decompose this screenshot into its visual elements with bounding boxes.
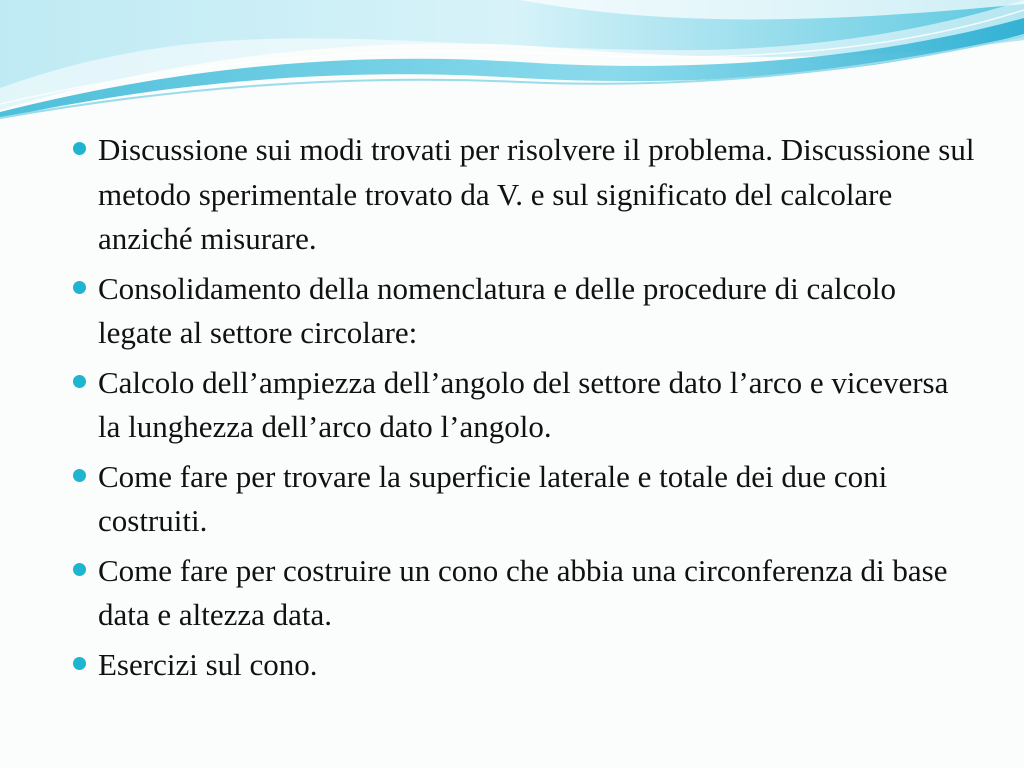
wave-header-decoration [0,0,1024,130]
list-item [70,361,975,450]
list-item [70,643,975,688]
list-item [70,128,975,262]
bullet-list [70,128,975,692]
bullet-icon [73,657,86,670]
list-item [70,267,975,356]
list-item [70,549,975,638]
bullet-icon [73,281,86,294]
bullet-icon [73,375,86,388]
bullet-text: Esercizi sul cono. [98,646,318,682]
bullet-text: Consolidamento della nomenclatura e delle procedure di calcolo legate al settore circolare: [98,270,896,350]
bullet-text: Come fare per costruire un cono che abbia una circonferenza di base data e altezza data. [98,552,948,632]
bullet-text: Calcolo dell’ampiezza dell’angolo del settore dato l’arco e viceversa la lunghezza dell’arco dato l’angolo. [98,364,949,444]
bullet-text: Come fare per trovare la superficie laterale e totale dei due coni costruiti. [98,458,888,538]
bullet-text: Discussione sui modi trovati per risolvere il problema. Discussione sul metodo sperimentale trovato da V. e sul significato del calcolare anziché misurare. [98,132,975,256]
list-item [70,455,975,544]
bullet-icon [73,469,86,482]
bullet-icon [73,142,86,155]
bullet-icon [73,563,86,576]
